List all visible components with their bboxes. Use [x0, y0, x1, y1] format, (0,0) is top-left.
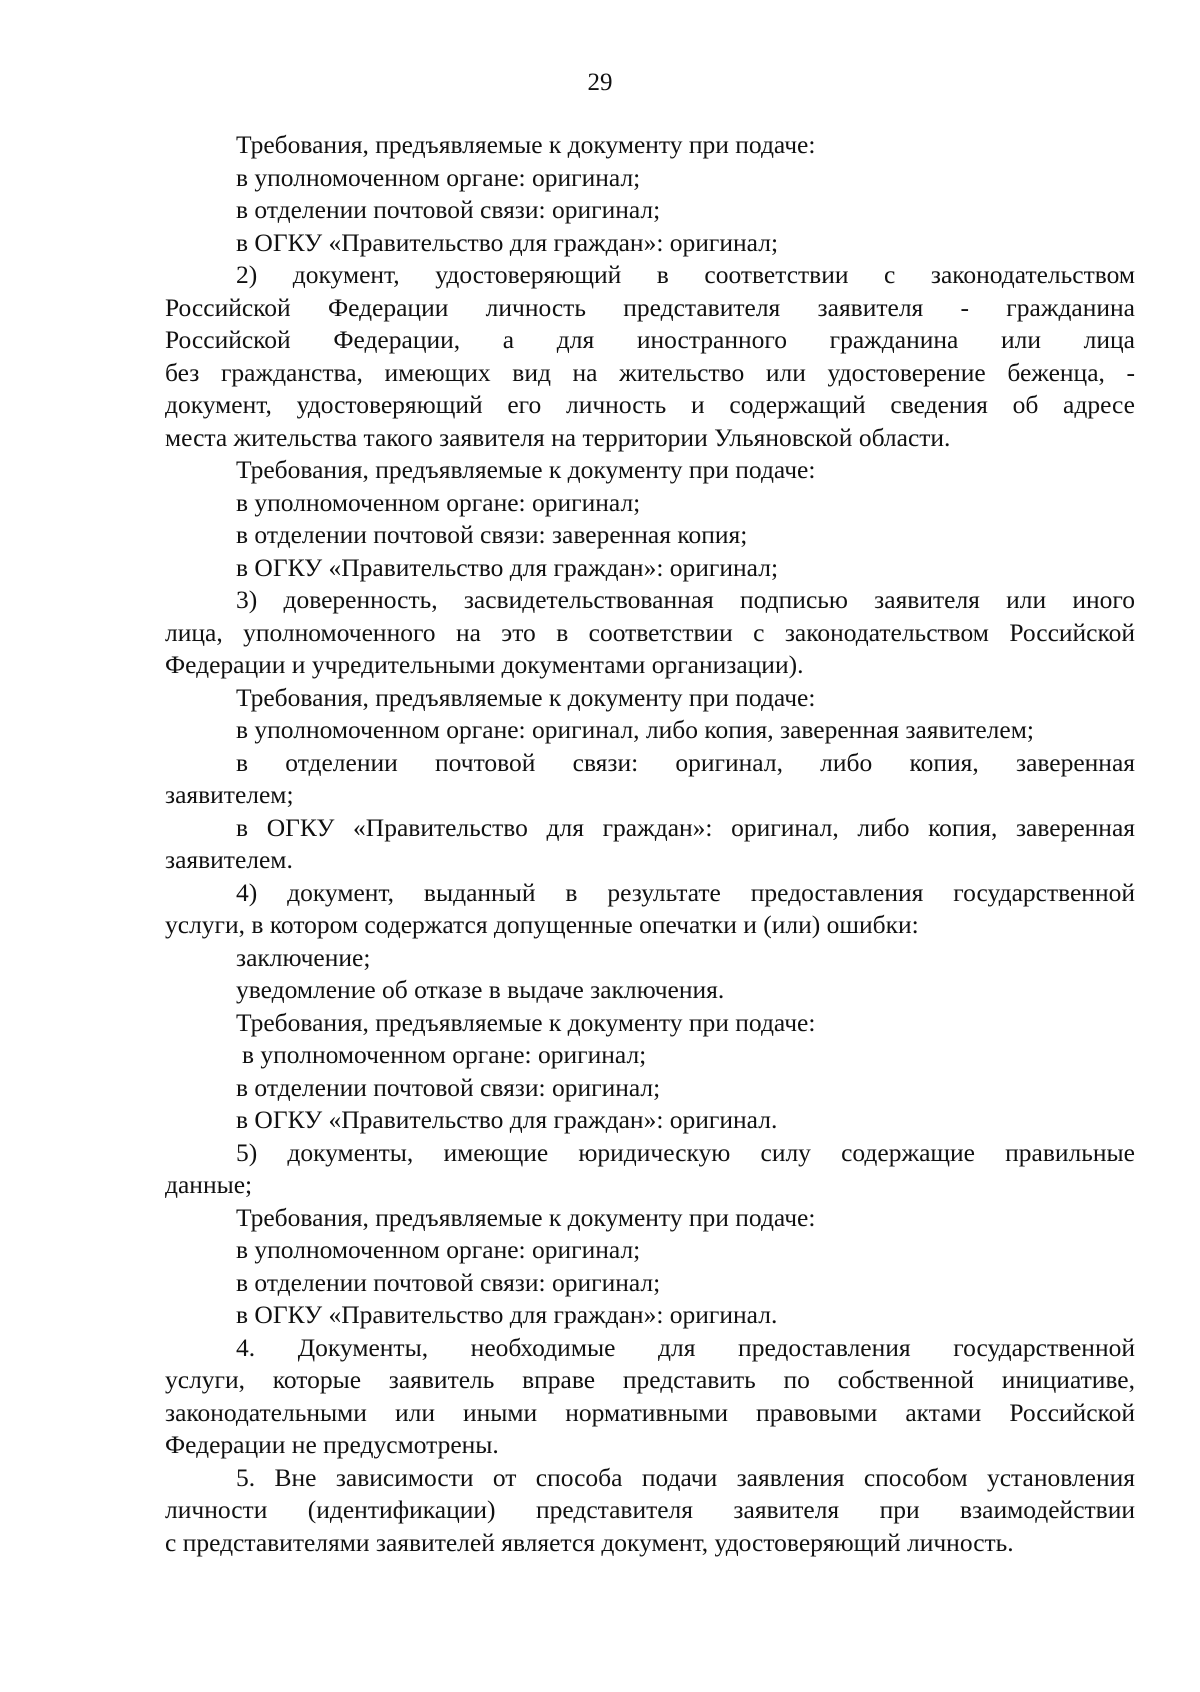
paragraph: [165, 747, 1135, 812]
paragraph: [165, 1234, 1135, 1267]
text-line: в отделении почтовой связи: оригинал;: [236, 1072, 661, 1102]
text-line: в отделении почтовой связи: заверенная копия;: [236, 520, 748, 549]
text-line: Требования, предъявляемые к документу при подаче:: [236, 1202, 816, 1232]
text-line: в ОГКУ «Правительство для граждан»: оригинал.: [236, 1105, 778, 1134]
text-line: Требования, предъявляемые к документу при подаче:: [236, 455, 816, 484]
text-line: лица, уполномоченного на это в соответствии с законодательством Российской: [165, 617, 1135, 647]
paragraph: [165, 1332, 1135, 1462]
text-line: в ОГКУ «Правительство для граждан»: оригинал, либо копия, заверенная: [236, 812, 1135, 842]
paragraph: [165, 1462, 1135, 1560]
text-line: в отделении почтовой связи: оригинал;: [236, 195, 661, 224]
text-line: в уполномоченном органе: оригинал;: [242, 1040, 647, 1069]
paragraph: [165, 877, 1135, 942]
text-line: данные;: [165, 1170, 253, 1199]
paragraph: [165, 1104, 1135, 1137]
paragraph: [165, 974, 1135, 1007]
text-line: в уполномоченном органе: оригинал;: [236, 162, 641, 192]
text-line: в ОГКУ «Правительство для граждан»: оригинал;: [236, 552, 779, 582]
paragraph: [165, 584, 1135, 682]
text-line: услуги, в котором содержатся допущенные опечатки и (или) ошибки:: [165, 910, 919, 939]
text-line: в уполномоченном органе: оригинал, либо копия, заверенная заявителем;: [236, 715, 1034, 744]
text-line: заявителем.: [165, 845, 293, 874]
paragraph: [165, 552, 1135, 585]
paragraph: [165, 942, 1135, 975]
text-line: в ОГКУ «Правительство для граждан»: оригинал.: [236, 1300, 778, 1329]
text-line: места жительства такого заявителя на территории Ульяновской области.: [165, 422, 951, 452]
paragraph: [165, 1072, 1135, 1105]
paragraph: [165, 1137, 1135, 1202]
text-line: 3) доверенность, засвидетельствованная подписью заявителя или иного: [236, 585, 1135, 614]
text-line: с представителями заявителей является документ, удостоверяющий личность.: [165, 1527, 1014, 1557]
text-line: 4. Документы, необходимые для предоставления государственной: [236, 1332, 1135, 1362]
text-line: 2) документ, удостоверяющий в соответствии с законодательством: [236, 260, 1135, 289]
paragraph: [165, 519, 1135, 552]
text-line: услуги, которые заявитель вправе представить по собственной инициативе,: [165, 1365, 1135, 1394]
paragraph: [165, 1267, 1135, 1300]
text-line: 5. Вне зависимости от способа подачи заявления способом установления: [236, 1462, 1135, 1492]
paragraph: [165, 812, 1135, 877]
paragraph: [165, 227, 1135, 260]
paragraph: [165, 682, 1135, 715]
document-body: [165, 129, 1135, 1559]
paragraph: [165, 129, 1135, 162]
text-line: в уполномоченном органе: оригинал;: [236, 487, 641, 517]
text-line: Требования, предъявляемые к документу при подаче:: [236, 130, 816, 159]
text-line: уведомление об отказе в выдаче заключения.: [236, 975, 725, 1004]
text-line: личности (идентификации) представителя заявителя при взаимодействии: [165, 1495, 1135, 1524]
text-line: в отделении почтовой связи: оригинал, либо копия, заверенная: [236, 747, 1135, 777]
paragraph: [165, 714, 1135, 747]
paragraph: [165, 194, 1135, 227]
paragraph: [165, 162, 1135, 195]
paragraph: [165, 454, 1135, 487]
text-line: без гражданства, имеющих вид на жительство или удостоверение беженца, -: [165, 357, 1135, 387]
paragraph: [165, 487, 1135, 520]
text-line: Российской Федерации личность представителя заявителя - гражданина: [165, 292, 1135, 322]
paragraph: [165, 1299, 1135, 1332]
text-line: документ, удостоверяющий его личность и содержащий сведения об адресе: [165, 390, 1135, 419]
text-line: в отделении почтовой связи: оригинал;: [236, 1267, 661, 1297]
paragraph: [165, 259, 1135, 454]
text-line: законодательными или иными нормативными правовыми актами Российской: [165, 1397, 1135, 1427]
paragraph: [165, 1007, 1135, 1040]
text-line: 4) документ, выданный в результате предоставления государственной: [236, 877, 1135, 907]
text-line: Требования, предъявляемые к документу при подаче:: [236, 682, 816, 712]
text-line: в ОГКУ «Правительство для граждан»: оригинал;: [236, 227, 779, 257]
text-line: заключение;: [236, 942, 371, 972]
text-line: в уполномоченном органе: оригинал;: [236, 1235, 641, 1264]
paragraph: [165, 1202, 1135, 1235]
text-line: заявителем;: [165, 780, 294, 809]
text-line: Российской Федерации, а для иностранного гражданина или лица: [165, 325, 1135, 354]
text-line: Федерации и учредительными документами организации).: [165, 650, 804, 679]
paragraph: [165, 1039, 1135, 1072]
text-line: 5) документы, имеющие юридическую силу содержащие правильные: [236, 1137, 1135, 1167]
text-line: Федерации не предусмотрены.: [165, 1430, 499, 1459]
page-number: 29: [587, 69, 613, 96]
text-line: Требования, предъявляемые к документу при подаче:: [236, 1007, 816, 1037]
